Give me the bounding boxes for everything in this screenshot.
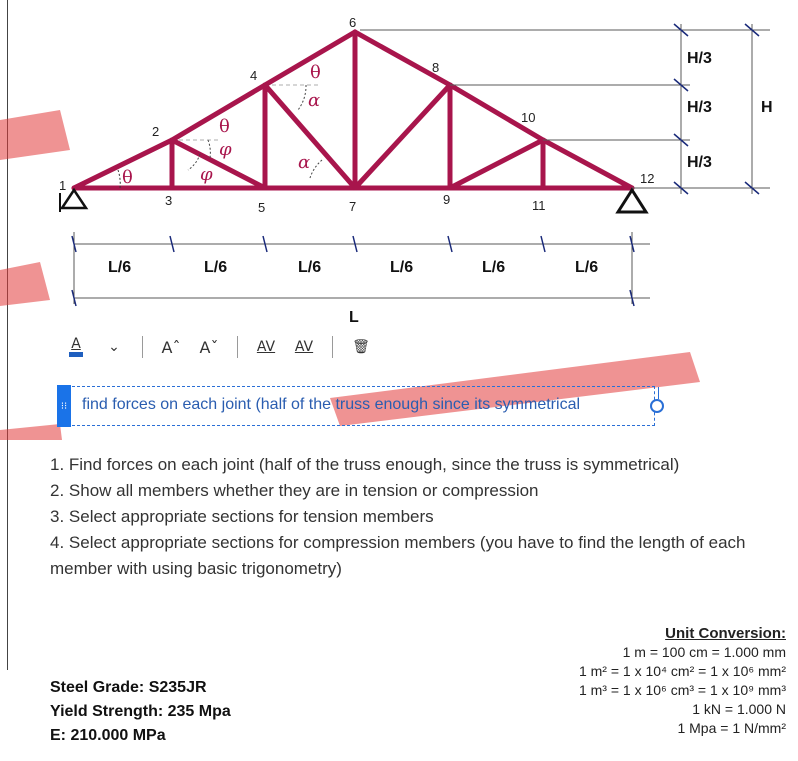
toolbar-divider [237,336,238,358]
height-segment-label: H/3 [687,50,712,67]
font-color-button[interactable] [60,333,92,361]
member-7-8 [355,85,450,188]
span-segment-label: L/6 [298,259,322,276]
angle-guides [172,85,320,140]
span-labels [108,259,598,326]
left-support [60,190,86,212]
right-support [618,190,646,212]
span-segment-label: L/6 [390,259,414,276]
font-color-icon: A [71,335,81,352]
unit-line: 1 Mpa = 1 N/mm² [677,720,786,736]
angle-theta: θ [122,167,133,188]
angle-theta: θ [219,116,230,137]
rotate-handle-icon[interactable] [650,399,664,413]
task-list [50,452,760,582]
node-label: 9 [443,192,451,207]
angle-alpha: α [308,90,321,111]
height-segment-label: H/3 [687,154,712,171]
span-segment-label: L/6 [108,259,132,276]
material-info [50,676,231,748]
expand-spacing-button[interactable]: AV [256,339,276,355]
yield-strength: Yield Strength: 235 Mpa [50,703,231,720]
node-label: 1 [59,178,67,193]
angle-alpha: α [298,152,311,173]
unit-line: 1 m = 100 cm = 1.000 mm [622,644,786,660]
angle-theta: θ [310,62,321,83]
node-label: 10 [521,110,536,125]
font-color-swatch [69,352,83,357]
node-label: 8 [432,60,440,75]
drag-handle[interactable]: ⁝⁝ [57,385,71,427]
shrink-font-button[interactable]: Aˇ [199,337,219,357]
condense-spacing-button[interactable]: AV [294,339,314,355]
text-edit-box[interactable] [57,386,655,426]
toolbar-divider [142,336,143,358]
task-item: 4. Select appropriate sections for compression members (you have to find the length of each member with using basic trigonometry) [50,533,746,578]
height-total-label: H [761,99,773,116]
height-segment-label: H/3 [687,99,712,116]
rotate-stem [658,387,660,399]
node-label: 7 [349,199,357,214]
unit-conversion-title: Unit Conversion: [665,625,786,642]
angle-labels [118,62,321,188]
trash-icon[interactable]: 🗑 [352,339,370,355]
node-label: 5 [258,200,266,215]
node-label: 4 [250,68,258,83]
node-label: 2 [152,124,160,139]
span-segment-label: L/6 [482,259,506,276]
steel-grade: Steel Grade: S235JR [50,679,207,696]
chevron-down-icon[interactable]: ⌄ [108,339,120,355]
angle-phi: φ [200,164,213,185]
height-labels [687,50,773,171]
text-format-toolbar [60,330,377,364]
unit-line: 1 kN = 1.000 N [692,701,786,717]
member-9-10 [450,140,543,188]
task-item: 2. Show all members whether they are in tension or compression [50,481,539,500]
unit-conversion [579,624,786,738]
node-label: 12 [640,171,655,186]
edit-box-text[interactable]: find forces on each joint (half of the truss enough since its symmetrical [82,396,581,413]
grow-font-button[interactable]: Aˆ [161,337,181,357]
node-label: 11 [532,198,546,213]
span-segment-label: L/6 [575,259,599,276]
unit-line: 1 m² = 1 x 10⁴ cm² = 1 x 10⁶ mm² [578,663,786,679]
span-segment-label: L/6 [204,259,228,276]
task-item: 1. Find forces on each joint (half of the truss enough, since the truss is symmetrical) [50,455,680,474]
span-dimension-lines [74,232,650,304]
toolbar-divider [332,336,333,358]
span-ticks [72,236,634,306]
task-item: 3. Select appropriate sections for tension members [50,507,434,526]
unit-line: 1 m³ = 1 x 10⁶ cm³ = 1 x 10⁹ mm³ [578,682,786,698]
node-label: 6 [349,15,357,30]
span-total-label: L [349,309,359,326]
truss-members [74,32,632,188]
elastic-modulus: E: 210.000 MPa [50,727,166,744]
angle-phi: φ [219,139,232,160]
node-label: 3 [165,193,173,208]
